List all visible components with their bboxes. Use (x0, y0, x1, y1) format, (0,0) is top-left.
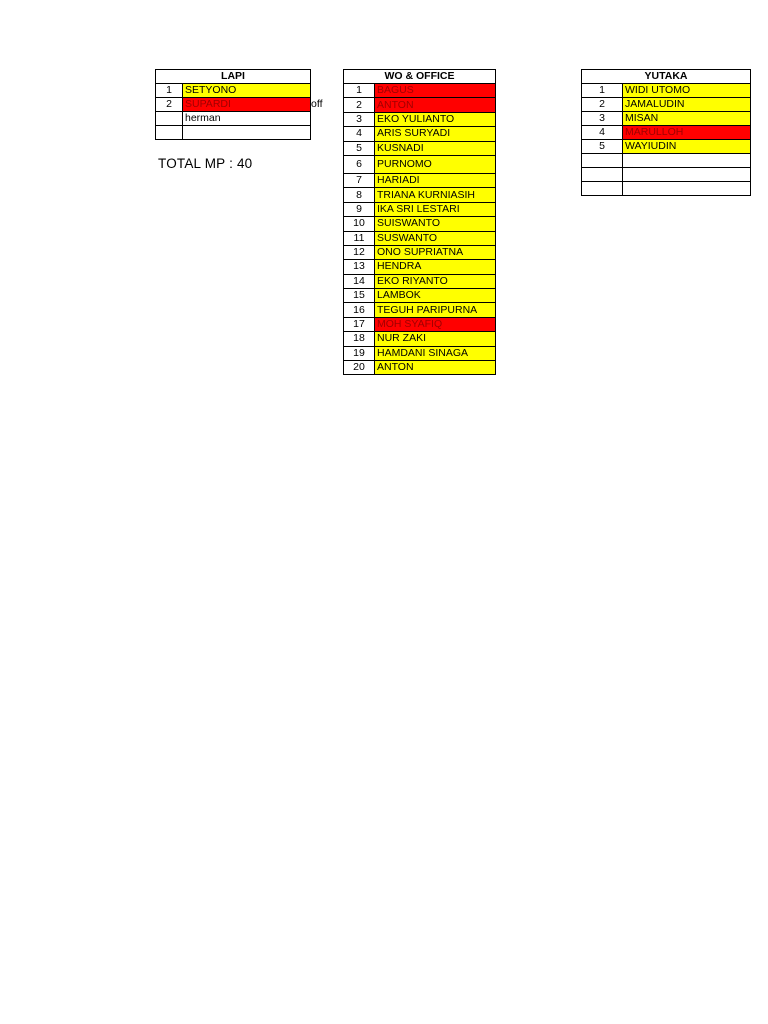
row-number (582, 168, 623, 182)
row-number: 13 (344, 260, 375, 274)
yutaka-header: YUTAKA (582, 70, 751, 84)
row-number: 1 (156, 84, 183, 98)
member-name: HAMDANI SINAGA (375, 346, 496, 360)
row-number: 20 (344, 361, 375, 375)
table-row (344, 155, 496, 173)
row-number: 4 (582, 126, 623, 140)
row-number: 5 (344, 141, 375, 155)
member-name: herman (183, 112, 311, 126)
member-name: TRIANA KURNIASIH (375, 188, 496, 202)
member-name: TEGUH PARIPURNA (375, 303, 496, 317)
row-number: 15 (344, 289, 375, 303)
row-number: 8 (344, 188, 375, 202)
wo-office-body (344, 84, 496, 375)
member-name: EKO RIYANTO (375, 274, 496, 288)
row-number: 1 (344, 84, 375, 98)
member-name (623, 154, 751, 168)
table-row (344, 188, 496, 202)
row-number: 3 (582, 112, 623, 126)
table-row (344, 289, 496, 303)
member-name: ANTON (375, 361, 496, 375)
table-row (582, 182, 751, 196)
member-name: WAYIUDIN (623, 140, 751, 154)
lapi-table (155, 69, 311, 140)
wo-office-header: WO & OFFICE (344, 70, 496, 84)
row-number: 6 (344, 155, 375, 173)
row-number: 14 (344, 274, 375, 288)
member-name: BAGUS (375, 84, 496, 98)
table-row (344, 245, 496, 259)
table-row (344, 361, 496, 375)
member-name: MARULLOH (623, 126, 751, 140)
row-number: 11 (344, 231, 375, 245)
row-number: 19 (344, 346, 375, 360)
member-name: SETYONO (183, 84, 311, 98)
row-number: 17 (344, 317, 375, 331)
member-name: HARIADI (375, 173, 496, 187)
table-row (344, 346, 496, 360)
table-row (582, 84, 751, 98)
table-row (344, 231, 496, 245)
row-number: 4 (344, 127, 375, 141)
member-name: ARIS SURYADI (375, 127, 496, 141)
table-row (156, 84, 311, 98)
table-row (344, 260, 496, 274)
table-row (344, 127, 496, 141)
table-row (344, 173, 496, 187)
row-number: 2 (582, 98, 623, 112)
member-name: IKA SRI LESTARI (375, 202, 496, 216)
total-mp: TOTAL MP : 40 (158, 156, 253, 171)
table-row (344, 317, 496, 331)
table-row (344, 112, 496, 126)
row-number: 5 (582, 140, 623, 154)
table-row (344, 303, 496, 317)
row-number: 18 (344, 332, 375, 346)
member-name (183, 126, 311, 140)
table-row (344, 274, 496, 288)
lapi-body (156, 84, 311, 140)
member-name: NUR ZAKI (375, 332, 496, 346)
row-number (156, 126, 183, 140)
member-name: SUSWANTO (375, 231, 496, 245)
row-number (156, 112, 183, 126)
row-number: 16 (344, 303, 375, 317)
table-row (344, 217, 496, 231)
table-row (344, 202, 496, 216)
table-row (582, 140, 751, 154)
row-number: 2 (344, 98, 375, 112)
table-row (344, 84, 496, 98)
off-note: off (311, 98, 323, 110)
table-row (582, 168, 751, 182)
table-row (582, 112, 751, 126)
row-number: 10 (344, 217, 375, 231)
wo-office-table (343, 69, 496, 375)
member-name: MOH SYAFIQ (375, 317, 496, 331)
member-name: SUPARDI (183, 98, 311, 112)
member-name (623, 182, 751, 196)
table-row (344, 141, 496, 155)
table-row (156, 112, 311, 126)
row-number: 7 (344, 173, 375, 187)
member-name: KUSNADI (375, 141, 496, 155)
member-name: EKO YULIANTO (375, 112, 496, 126)
member-name: PURNOMO (375, 155, 496, 173)
row-number: 12 (344, 245, 375, 259)
member-name: WIDI UTOMO (623, 84, 751, 98)
row-number: 3 (344, 112, 375, 126)
yutaka-table (581, 69, 751, 196)
row-number (582, 154, 623, 168)
lapi-header: LAPI (156, 70, 311, 84)
member-name: LAMBOK (375, 289, 496, 303)
row-number: 1 (582, 84, 623, 98)
member-name: HENDRA (375, 260, 496, 274)
member-name: SUISWANTO (375, 217, 496, 231)
member-name: JAMALUDIN (623, 98, 751, 112)
member-name: MISAN (623, 112, 751, 126)
table-row (344, 332, 496, 346)
row-number: 9 (344, 202, 375, 216)
table-row (582, 98, 751, 112)
row-number: 2 (156, 98, 183, 112)
member-name: ANTON (375, 98, 496, 112)
table-row (582, 154, 751, 168)
table-row (156, 98, 311, 112)
member-name: ONO SUPRIATNA (375, 245, 496, 259)
table-row (344, 98, 496, 112)
row-number (582, 182, 623, 196)
table-row (582, 126, 751, 140)
table-row (156, 126, 311, 140)
yutaka-body (582, 84, 751, 196)
member-name (623, 168, 751, 182)
